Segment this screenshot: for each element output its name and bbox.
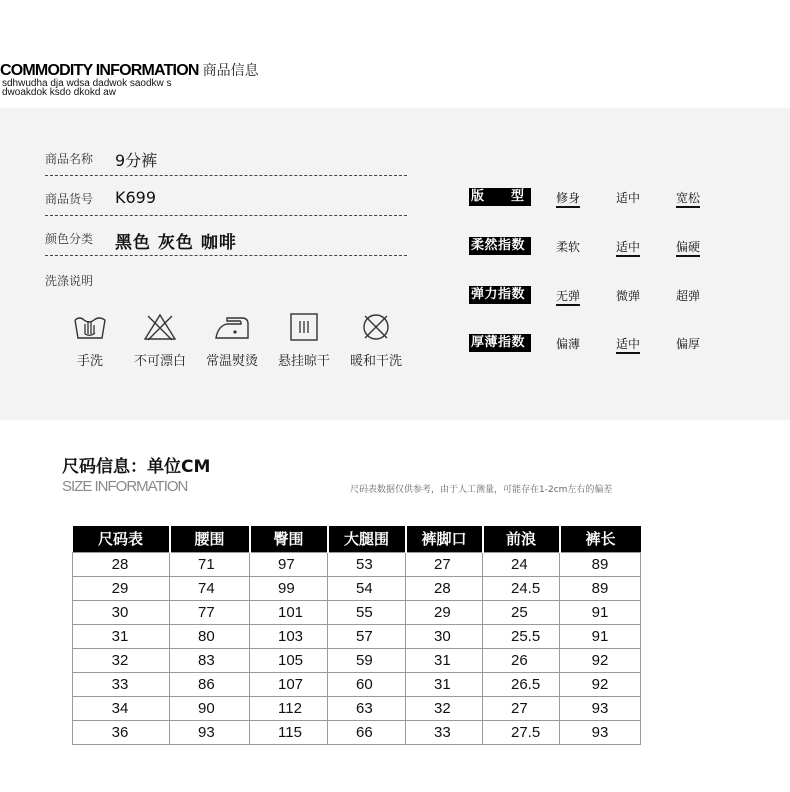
table-cell: 30	[406, 624, 483, 648]
table-cell: 32	[73, 648, 170, 672]
size-table	[72, 526, 641, 745]
table-cell: 31	[406, 672, 483, 696]
wash-instructions-row	[45, 270, 407, 296]
product-code-label: 商品货号	[45, 192, 94, 206]
iron-icon	[213, 312, 251, 342]
table-cell: 92	[560, 672, 641, 696]
table-cell: 31	[73, 624, 170, 648]
table-row	[73, 648, 641, 672]
attribute-softness	[469, 237, 703, 257]
table-cell: 29	[73, 576, 170, 600]
table-cell: 25.5	[483, 624, 560, 648]
wash-item-hand-wash	[50, 312, 130, 372]
size-table-header: 裤脚口	[406, 526, 483, 552]
table-cell: 66	[328, 720, 406, 744]
table-cell: 92	[560, 648, 641, 672]
table-cell: 27	[483, 696, 560, 720]
attribute-option-selected: 修身	[556, 189, 580, 208]
size-table-header: 裤长	[560, 526, 641, 552]
size-section-note: 尺码表数据仅供参考，由于人工测量，可能存在1-2cm左右的偏差	[350, 485, 613, 495]
header-subtitle-line2: dwoakdok ksdo dkokd aw	[2, 87, 116, 98]
table-cell: 33	[73, 672, 170, 696]
table-cell: 26	[483, 648, 560, 672]
table-cell: 83	[170, 648, 250, 672]
wash-item-label: 暖和干洗	[349, 354, 402, 369]
table-row	[73, 672, 641, 696]
table-row	[73, 696, 641, 720]
table-cell: 59	[328, 648, 406, 672]
wash-item-label: 常温熨烫	[205, 354, 258, 369]
table-cell: 63	[328, 696, 406, 720]
table-cell: 55	[328, 600, 406, 624]
attribute-option-selected: 适中	[616, 335, 640, 354]
table-cell: 90	[170, 696, 250, 720]
table-cell: 89	[560, 576, 641, 600]
table-row	[73, 600, 641, 624]
table-cell: 101	[250, 600, 328, 624]
wash-item-label: 不可漂白	[133, 354, 186, 369]
wash-item-no-bleach	[120, 312, 200, 372]
size-section-title: 尺码信息：单位CM	[62, 457, 211, 477]
attribute-fit	[469, 188, 703, 208]
table-cell: 57	[328, 624, 406, 648]
product-color-row	[45, 228, 407, 254]
attribute-option: 适中	[616, 191, 641, 205]
table-cell: 97	[250, 552, 328, 576]
attribute-option: 偏硬	[676, 238, 700, 257]
wash-item-hang-dry	[264, 312, 344, 372]
size-table-header: 大腿围	[328, 526, 406, 552]
attribute-option: 微弹	[616, 289, 641, 303]
table-cell: 99	[250, 576, 328, 600]
attribute-label: 弹力指数	[469, 286, 531, 304]
table-cell: 33	[406, 720, 483, 744]
table-cell: 86	[170, 672, 250, 696]
table-cell: 107	[250, 672, 328, 696]
product-color-label: 颜色分类	[45, 232, 94, 246]
table-cell: 93	[560, 720, 641, 744]
product-info-panel	[0, 108, 790, 420]
table-cell: 25	[483, 600, 560, 624]
wash-item-iron	[192, 312, 272, 372]
table-cell: 36	[73, 720, 170, 744]
table-row	[73, 576, 641, 600]
table-cell: 32	[406, 696, 483, 720]
table-cell: 28	[73, 552, 170, 576]
table-cell: 112	[250, 696, 328, 720]
table-cell: 30	[73, 600, 170, 624]
table-cell: 24	[483, 552, 560, 576]
table-cell: 74	[170, 576, 250, 600]
hang-dry-icon	[286, 312, 322, 342]
table-cell: 27.5	[483, 720, 560, 744]
wash-item-label: 手洗	[76, 354, 103, 369]
table-cell: 27	[406, 552, 483, 576]
attribute-thickness	[469, 334, 703, 354]
no-bleach-icon	[142, 312, 178, 342]
attribute-option: 超弹	[676, 289, 701, 303]
attribute-option: 偏薄	[556, 337, 581, 351]
table-row	[73, 624, 641, 648]
product-code-value: K699	[115, 188, 157, 207]
table-cell: 93	[170, 720, 250, 744]
size-table-header: 尺码表	[73, 526, 170, 552]
attribute-label: 柔然指数	[469, 237, 531, 255]
table-cell: 71	[170, 552, 250, 576]
table-cell: 31	[406, 648, 483, 672]
gentle-wash-icon	[358, 312, 394, 342]
attribute-option: 偏厚	[676, 337, 701, 351]
header-title	[0, 60, 259, 80]
table-cell: 103	[250, 624, 328, 648]
product-name-value: 9分裤	[115, 151, 158, 170]
product-name-label: 商品名称	[45, 152, 94, 166]
table-row	[73, 720, 641, 744]
table-cell: 93	[560, 696, 641, 720]
table-cell: 53	[328, 552, 406, 576]
table-cell: 60	[328, 672, 406, 696]
size-table-header: 前浪	[483, 526, 560, 552]
size-table-header: 臀围	[250, 526, 328, 552]
table-cell: 91	[560, 624, 641, 648]
wash-instructions-label: 洗涤说明	[45, 274, 94, 288]
attribute-option-selected: 无弹	[556, 287, 580, 306]
attribute-option: 柔软	[556, 240, 581, 254]
product-name-row	[45, 148, 407, 174]
size-table-header-row	[73, 526, 641, 552]
table-cell: 26.5	[483, 672, 560, 696]
dashed-divider	[45, 255, 407, 256]
dashed-divider	[45, 175, 407, 176]
dashed-divider	[45, 215, 407, 216]
table-cell: 115	[250, 720, 328, 744]
hand-wash-icon	[72, 312, 108, 342]
size-section-title-en: SIZE INFORMATION	[62, 478, 188, 495]
wash-item-label: 悬挂晾干	[277, 354, 330, 369]
wash-item-gentle-wash	[336, 312, 416, 372]
table-cell: 34	[73, 696, 170, 720]
attribute-elasticity	[469, 286, 703, 306]
table-cell: 89	[560, 552, 641, 576]
table-cell: 28	[406, 576, 483, 600]
table-cell: 54	[328, 576, 406, 600]
header-subtitle-line1: sdhwudha dja wdsa dadwok saodkw s	[2, 78, 172, 89]
table-cell: 91	[560, 600, 641, 624]
table-cell: 80	[170, 624, 250, 648]
table-cell: 105	[250, 648, 328, 672]
table-row	[73, 552, 641, 576]
table-cell: 24.5	[483, 576, 560, 600]
table-cell: 77	[170, 600, 250, 624]
attribute-option: 宽松	[676, 189, 700, 208]
product-code-row	[45, 188, 407, 214]
attribute-label: 厚薄指数	[469, 334, 531, 352]
attribute-option-selected: 适中	[616, 238, 640, 257]
header-title-cn: 商品信息	[202, 63, 259, 79]
attribute-label: 版型	[471, 189, 552, 204]
table-cell: 29	[406, 600, 483, 624]
product-color-value: 黑色 灰色 咖啡	[115, 233, 237, 253]
size-table-header: 腰围	[170, 526, 250, 552]
header-title-en: COMMODITY INFORMATION	[0, 62, 199, 79]
